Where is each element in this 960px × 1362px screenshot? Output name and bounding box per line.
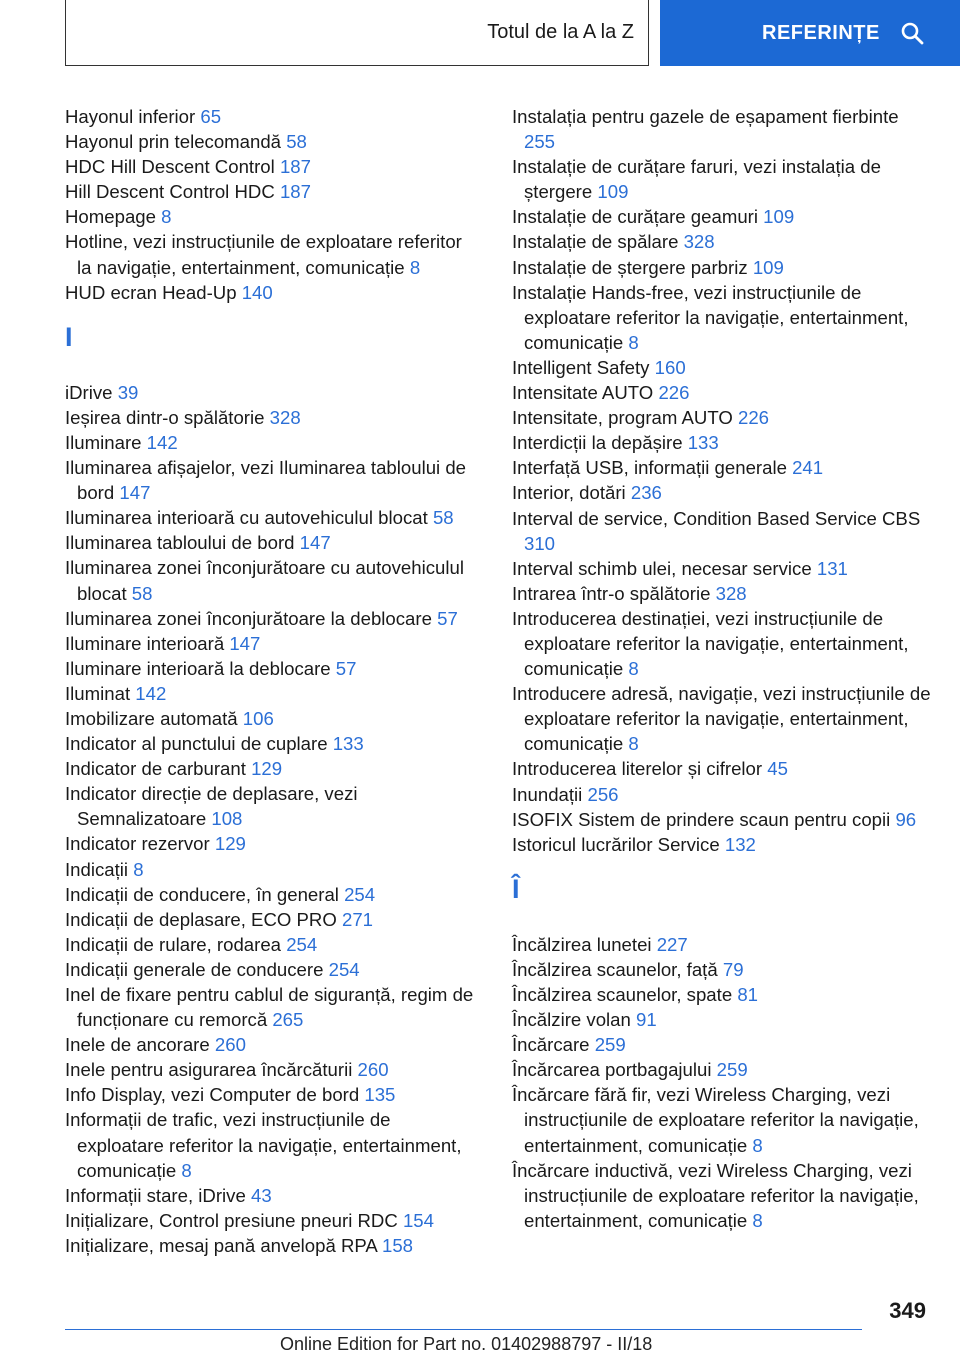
index-letter-heading: I <box>65 321 73 352</box>
index-page-link[interactable]: 109 <box>763 206 795 228</box>
index-page-link[interactable]: 109 <box>752 256 784 278</box>
index-page-link[interactable]: 43 <box>251 1184 272 1206</box>
index-entry <box>65 1032 481 1057</box>
tab-a-to-z-label: Totul de la A la Z <box>487 21 634 43</box>
index-entry <box>65 982 481 1032</box>
index-entry <box>512 506 932 556</box>
index-page-link[interactable]: 58 <box>131 582 153 604</box>
index-entry-term: Intelligent Safety <box>512 356 650 378</box>
index-page-link[interactable]: 108 <box>211 808 243 830</box>
index-entry-term: Interval de service, Condition Based Service CBS <box>512 507 921 529</box>
index-entry-term: Încălzirea scaunelor, spate <box>512 984 733 1005</box>
index-entry <box>65 656 481 681</box>
index-entry-term: Intrarea într-o spălătorie <box>512 582 711 604</box>
index-page-link[interactable]: 8 <box>133 858 144 880</box>
index-page-link[interactable]: 142 <box>146 431 178 453</box>
index-entry-term: Intensitate AUTO <box>512 382 654 404</box>
index-entry-term: Inițializare, mesaj pană anvelopă RPA <box>65 1234 377 1256</box>
index-entry-term: ISOFIX Sistem de prindere scaun pentru copii <box>512 808 891 830</box>
index-entry <box>512 1158 932 1233</box>
index-entry-term: Indicator direcție de deplasare, vezi Semnalizatoare <box>65 783 358 830</box>
index-entry <box>512 807 932 832</box>
index-entry-term: Încărcarea portbagajului <box>512 1059 712 1081</box>
index-entry-term: Iluminare interioară <box>65 632 225 654</box>
index-entry-term: Introducere adresă, navigație, vezi instrucțiunile de exploatare referitor la navigație, entertainment, comunicație <box>512 683 931 755</box>
footer-divider <box>65 1329 862 1330</box>
index-entry <box>65 831 481 856</box>
index-entry <box>65 555 481 605</box>
index-page-link[interactable]: 57 <box>335 657 357 679</box>
index-entry-term: Încărcare <box>512 1034 590 1056</box>
index-entry <box>512 606 932 681</box>
index-page-link[interactable]: 260 <box>357 1059 389 1081</box>
index-page-link[interactable]: 241 <box>792 457 824 479</box>
index-column-right <box>512 104 932 1233</box>
index-page-link[interactable]: 147 <box>229 632 261 654</box>
index-entry <box>65 781 481 831</box>
index-entry <box>512 104 932 154</box>
tab-a-to-z[interactable] <box>65 0 649 66</box>
index-page-link[interactable]: 131 <box>816 557 848 579</box>
index-entry <box>512 932 932 957</box>
index-entry-term: Instalație de curățare faruri, vezi instalația de ștergere <box>512 156 881 203</box>
index-entry-term: Încălzirea scaunelor, față <box>512 958 718 980</box>
index-entry-term: Info Display, vezi Computer de bord <box>65 1084 360 1106</box>
index-page-link[interactable]: 328 <box>715 582 747 604</box>
index-page-link[interactable]: 57 <box>437 607 458 629</box>
index-entry-term: Indicator rezervor <box>65 833 210 855</box>
index-page-link[interactable]: 158 <box>381 1234 414 1256</box>
index-page-link[interactable]: 259 <box>716 1059 748 1081</box>
index-entry-term: Indicator al punctului de cuplare <box>65 733 328 755</box>
index-entry-term: Inundații <box>512 783 583 805</box>
index-entry <box>65 129 481 154</box>
index-page-link[interactable]: 96 <box>895 808 917 830</box>
index-entry <box>512 1032 932 1057</box>
index-entry-term: Indicații generale de conducere <box>65 958 324 980</box>
index-entry <box>65 631 481 656</box>
index-entry <box>512 355 932 380</box>
index-page-link[interactable]: 8 <box>161 206 172 228</box>
index-entry <box>512 556 932 581</box>
index-page-link[interactable]: 254 <box>344 883 376 905</box>
footer-edition-text: Online Edition for Part no. 01402988797 - II/18 <box>280 1334 653 1354</box>
index-entry-term: Hayonul prin telecomandă <box>65 131 282 153</box>
index-page-link[interactable]: 142 <box>135 682 167 704</box>
page-number: 349 <box>889 1298 926 1323</box>
index-entry <box>512 480 932 505</box>
index-page-link[interactable]: 8 <box>628 658 639 680</box>
index-entry-term: Introducerea literelor și cifrelor <box>512 758 763 780</box>
index-entry <box>65 706 481 731</box>
index-page-link[interactable]: 310 <box>524 532 556 554</box>
index-page-link[interactable]: 135 <box>364 1084 396 1106</box>
index-page-link[interactable]: 129 <box>251 758 283 780</box>
index-entry <box>65 907 481 932</box>
index-entry <box>65 932 481 957</box>
index-page-link[interactable]: 154 <box>402 1209 434 1231</box>
index-entry <box>512 280 932 355</box>
index-entry-term: Inel de fixare pentru cablul de siguranță, regim de funcționare cu remorcă <box>65 984 474 1031</box>
index-entry-term: Încălzire volan <box>512 1009 631 1031</box>
index-entry <box>65 154 481 179</box>
index-entry <box>65 204 481 229</box>
index-page-link[interactable]: 236 <box>630 482 662 504</box>
index-entry <box>65 229 481 279</box>
index-page-link[interactable]: 271 <box>341 908 374 930</box>
index-entry <box>512 756 932 781</box>
index-page-link[interactable]: 8 <box>628 331 639 353</box>
search-icon[interactable] <box>900 21 924 45</box>
index-page-link[interactable]: 226 <box>738 407 770 429</box>
index-page-link[interactable]: 81 <box>737 984 759 1005</box>
index-entry <box>65 455 481 505</box>
index-entry-term: Interior, dotări <box>512 482 626 504</box>
index-entry-term: Hill Descent Control HDC <box>65 181 275 203</box>
index-page-link[interactable]: 328 <box>269 406 301 428</box>
index-entry-term: Inele pentru asigurarea încărcăturii <box>65 1059 353 1081</box>
index-page-link[interactable]: 8 <box>181 1159 192 1181</box>
index-entry-term: Indicații <box>65 858 129 880</box>
index-entry <box>65 104 481 129</box>
index-page-link[interactable]: 160 <box>654 356 686 378</box>
index-entry <box>65 1057 481 1082</box>
index-entry-term: Iluminarea interioară cu autovehiculul blocat <box>65 507 428 529</box>
index-entry-term: Informații stare, iDrive <box>65 1184 246 1206</box>
index-entry-term: Iluminarea zonei înconjurătoare cu autovehiculul blocat <box>65 557 464 604</box>
index-page-link[interactable]: 140 <box>241 281 273 303</box>
index-letter-heading: Î <box>512 873 520 904</box>
index-page-link[interactable]: 265 <box>272 1009 304 1031</box>
index-entry-term: Indicator de carburant <box>65 758 246 780</box>
index-entry <box>65 530 481 555</box>
index-page-link[interactable]: 58 <box>432 507 454 529</box>
index-entry <box>512 581 932 606</box>
index-entry <box>65 179 481 204</box>
index-entry <box>65 756 481 781</box>
index-page-link[interactable]: 187 <box>279 181 311 203</box>
index-entry-term: HUD ecran Head-Up <box>65 281 237 303</box>
index-page-link[interactable]: 8 <box>752 1209 763 1231</box>
index-page-link[interactable]: 39 <box>117 381 139 403</box>
index-page-link[interactable]: 328 <box>683 231 715 253</box>
index-page-link[interactable]: 133 <box>332 733 364 755</box>
index-page-link[interactable]: 8 <box>752 1134 763 1156</box>
index-entry <box>512 255 932 280</box>
index-entry-term: HDC Hill Descent Control <box>65 156 275 178</box>
index-entry-term: Imobilizare automată <box>65 707 238 729</box>
tab-references[interactable] <box>660 0 960 66</box>
index-entry <box>512 1007 932 1032</box>
index-entry <box>512 1082 932 1157</box>
index-page-link[interactable]: 45 <box>767 758 788 780</box>
index-entry <box>65 1183 481 1208</box>
index-entry-term: Informații de trafic, vezi instrucțiunile de exploatare referitor la navigație, entertainment, comunicație <box>65 1109 462 1181</box>
index-page-link[interactable]: 226 <box>658 382 690 404</box>
index-entry-term: Iluminare interioară la deblocare <box>65 657 331 679</box>
index-page-link[interactable]: 256 <box>587 783 619 805</box>
index-page-link[interactable]: 65 <box>200 106 222 127</box>
index-entry <box>65 430 481 455</box>
index-entry <box>65 882 481 907</box>
index-entry-term: Instalație de curățare geamuri <box>512 206 758 228</box>
tab-references-label: REFERINȚE <box>762 21 880 44</box>
index-entry <box>65 505 481 530</box>
index-page-link[interactable]: 187 <box>279 156 311 178</box>
index-page-link[interactable]: 8 <box>628 733 639 755</box>
index-entry-term: Încărcare fără fir, vezi Wireless Charging, vezi instrucțiunile de exploatare referitor la navigație, entertainment, comunicație <box>512 1084 919 1156</box>
index-entry-term: Introducerea destinației, vezi instrucțiunile de exploatare referitor la navigație, entertainment, comunicație <box>512 607 909 680</box>
index-page-link[interactable]: 132 <box>724 833 756 855</box>
index-entry <box>512 405 932 430</box>
index-page-link[interactable]: 109 <box>597 181 629 203</box>
index-entry <box>512 380 932 405</box>
index-entry <box>512 455 932 480</box>
index-entry-term: Instalație Hands-free, vezi instrucțiunile de exploatare referitor la navigație, entertainment, comunicație <box>512 281 909 353</box>
index-entry <box>65 681 481 706</box>
index-entry-term: Iluminare <box>65 431 142 453</box>
index-entry-term: Iluminarea tabloului de bord <box>65 532 295 554</box>
index-entry <box>65 1082 481 1107</box>
index-page-link[interactable]: 129 <box>214 833 246 855</box>
index-page-link[interactable]: 227 <box>656 933 688 955</box>
index-entry-term: Interval schimb ulei, necesar service <box>512 557 812 579</box>
index-entry <box>512 681 932 756</box>
index-entry-term: Instalație de ștergere parbriz <box>512 256 748 278</box>
index-page-link[interactable]: 91 <box>636 1009 657 1031</box>
index-entry-term: Hotline, vezi instrucțiunile de exploatare referitor la navigație, entertainment, comunicație <box>65 231 462 278</box>
index-entry <box>512 154 932 204</box>
index-entry <box>65 380 481 405</box>
index-entry-term: Iluminarea afișajelor, vezi Iluminarea tabloului de bord <box>65 457 467 504</box>
index-entry-term: Istoricul lucrărilor Service <box>512 833 720 855</box>
index-entry <box>512 229 932 254</box>
index-entry-term: Ieșirea dintr-o spălătorie <box>65 406 265 428</box>
index-page-link[interactable]: 259 <box>594 1034 626 1056</box>
index-entry-term: Indicații de rulare, rodarea <box>65 933 282 955</box>
index-entry-term: Indicații de conducere, în general <box>65 883 339 905</box>
index-entry-term: Homepage <box>65 206 156 228</box>
index-entry <box>65 280 481 305</box>
index-entry-term: Instalația pentru gazele de eșapament fierbinte <box>512 106 899 127</box>
index-entry <box>65 1107 481 1182</box>
index-entry-term: iDrive <box>65 381 113 403</box>
index-entry-term: Interfață USB, informații generale <box>512 457 787 479</box>
index-page-link[interactable]: 147 <box>119 482 151 504</box>
index-page-link[interactable]: 79 <box>722 958 744 980</box>
index-entry-term: Iluminarea zonei înconjurătoare la deblocare <box>65 607 432 629</box>
index-column-left <box>65 104 481 1258</box>
index-page-link[interactable]: 133 <box>687 432 719 454</box>
index-entry <box>512 1057 932 1082</box>
index-entry-term: Iluminat <box>65 682 131 704</box>
index-entry-term: Inițializare, Control presiune pneuri RDC <box>65 1209 398 1231</box>
index-page-link[interactable]: 8 <box>409 256 421 278</box>
index-entry-term: Hayonul inferior <box>65 106 196 127</box>
index-page-link[interactable]: 254 <box>328 958 360 980</box>
top-nav <box>0 0 960 66</box>
index-entry <box>65 957 481 982</box>
index-page-link[interactable]: 260 <box>214 1034 246 1056</box>
index-entry <box>512 982 932 1007</box>
index-entry <box>65 606 481 631</box>
index-entry <box>512 957 932 982</box>
index-entry <box>512 782 932 807</box>
index-entry-term: Inele de ancorare <box>65 1034 210 1056</box>
index-page-link[interactable]: 106 <box>242 707 274 729</box>
index-entry-term: Încălzirea lunetei <box>512 933 652 955</box>
index-entry-term: Încărcare inductivă, vezi Wireless Charging, vezi instrucțiunile de exploatare referitor la navigație, entertainment, comunicație <box>512 1159 919 1231</box>
index-entry <box>65 731 481 756</box>
index-entry <box>65 1233 481 1258</box>
index-entry <box>512 430 932 455</box>
index-page-link[interactable]: 254 <box>286 933 318 955</box>
index-entry-term: Intensitate, program AUTO <box>512 407 733 429</box>
index-entry-term: Indicații de deplasare, ECO PRO <box>65 908 337 930</box>
index-page-link[interactable]: 255 <box>524 131 556 153</box>
index-entry <box>65 857 481 882</box>
index-page-link[interactable]: 147 <box>299 532 331 554</box>
index-entry <box>512 832 932 857</box>
index-entry <box>65 405 481 430</box>
index-entry-term: Instalație de spălare <box>512 231 679 253</box>
footer-edition <box>280 1334 652 1355</box>
index-page-link[interactable]: 58 <box>286 131 307 153</box>
index-entry-term: Interdicții la depășire <box>512 432 683 454</box>
index-entry <box>65 1208 481 1233</box>
index-entry <box>512 204 932 229</box>
